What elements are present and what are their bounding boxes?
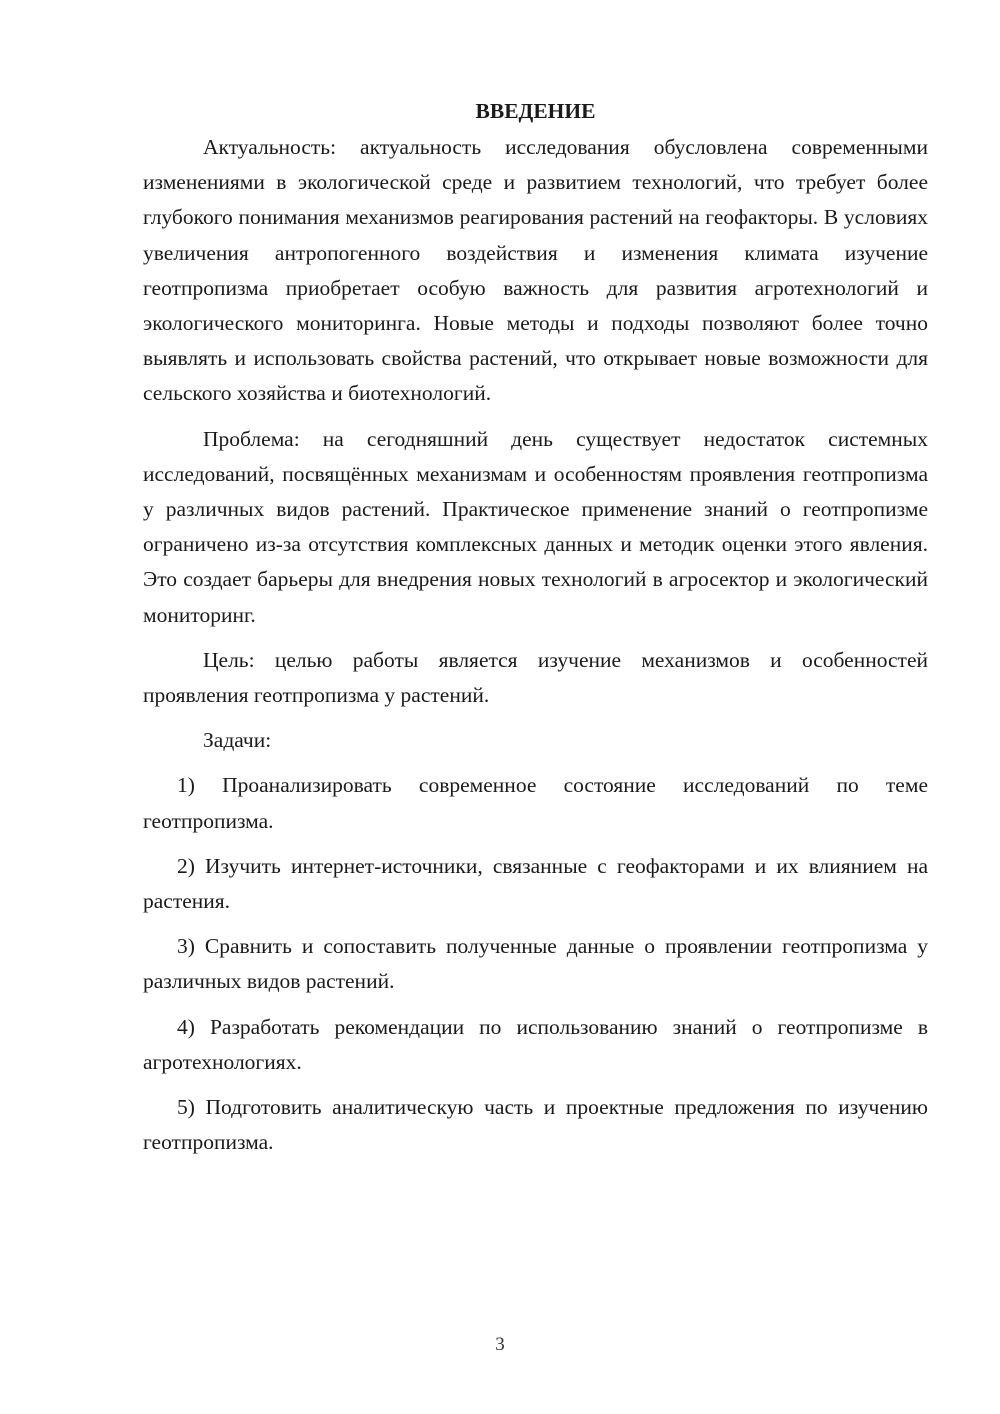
page-number: 3 [495, 1334, 505, 1355]
relevance-paragraph: Актуальность: актуальность исследования обусловлена современными изменениями в экологической среде и развитием технологий, что требует более глубокого понимания механизмов реагирования растений на геофакторы. В условиях увеличения антропогенного воздействия и изменения климата изучение геотпропизма приобретает особую важность для развития агротехнологий и экологического мониторинга. Новые методы и подходы позволяют более точно выявлять и использовать свойства растений, что открывает новые возможности для сельского хозяйства и биотехнологий. [143, 135, 928, 406]
task-item: 5) Подготовить аналитическую часть и проектные предложения по изучению геотпропизма. [143, 1095, 928, 1155]
task-item: 4) Разработать рекомендации по использованию знаний о геотпропизме в агротехнологиях. [143, 1014, 928, 1074]
task-item: 1) Проанализировать современное состояние исследований по теме геотпропизма. [143, 773, 928, 833]
section-title: ВВЕДЕНИЕ [475, 99, 596, 123]
problem-paragraph: Проблема: на сегодняшний день существует недостаток системных исследований, посвящённых механизмам и особенностям проявления геотпропизма у различных видов растений. Практическое применение знаний о геотпропизме ограничено из-за отсутствия комплексных данных и методик оценки этого явления. Это создает барьеры для внедрения новых технологий в агросектор и экологический мониторинг. [143, 426, 928, 627]
task-item: 2) Изучить интернет-источники, связанные с геофакторами и их влиянием на растения. [143, 853, 928, 914]
task-item: 3) Сравнить и сопоставить полученные данные о проявлении геотпропизма у различных видов растений. [143, 934, 928, 994]
document-page [143, 92, 928, 1160]
goal-paragraph: Цель: целью работы является изучение механизмов и особенностей проявления геотпропизма у растений. [143, 647, 928, 708]
tasks-label: Задачи: [203, 728, 272, 753]
tasks-list [143, 768, 928, 1160]
